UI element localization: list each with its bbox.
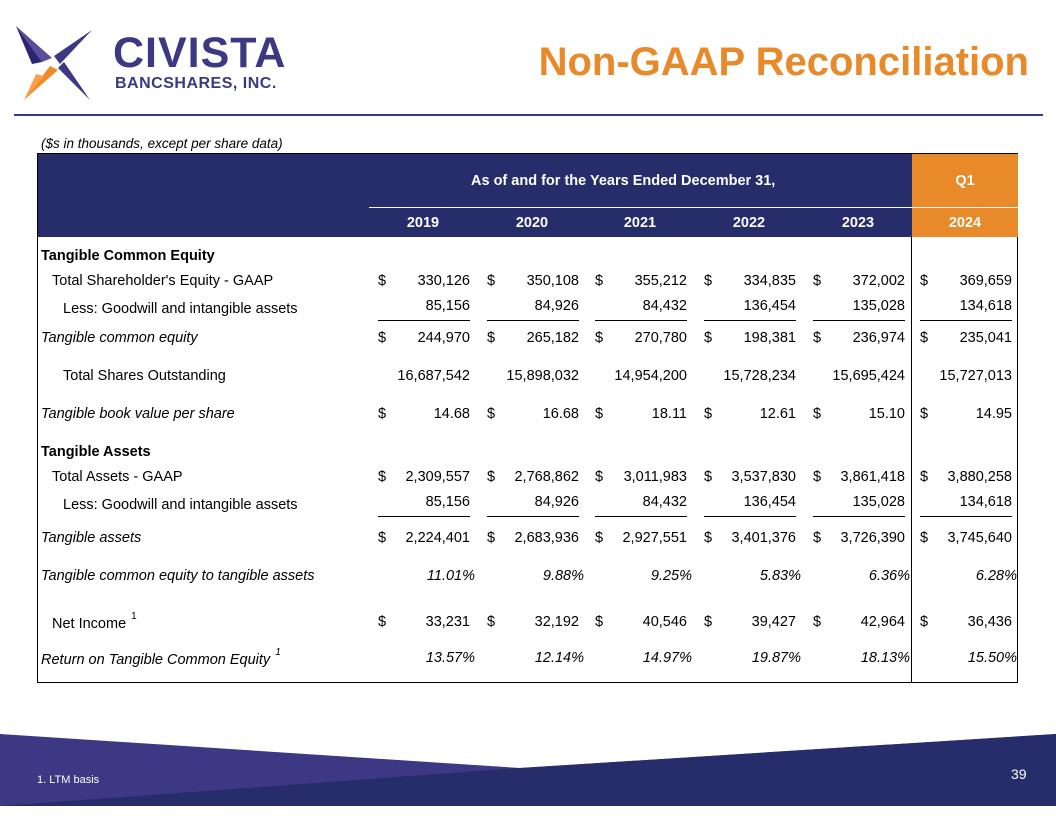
row-label — [52, 611, 137, 632]
cell-number: 136,454 — [743, 494, 796, 510]
value-cell — [920, 614, 1012, 636]
value-cell — [920, 368, 1012, 390]
cell-number: 40,546 — [642, 614, 687, 630]
cell-number: 84,926 — [534, 298, 579, 314]
cell-number: 15,898,032 — [506, 368, 579, 384]
year-header: 2024 — [948, 215, 982, 231]
value-cell — [920, 406, 1012, 428]
currency-symbol: $ — [813, 330, 822, 346]
cell-number: 369,659 — [959, 273, 1012, 289]
cell-number: 134,618 — [959, 494, 1012, 510]
cell-number: 334,835 — [743, 273, 796, 289]
value-cell: 14.97% — [642, 650, 692, 666]
table-row — [38, 647, 1019, 672]
year-header: 2023 — [841, 215, 875, 231]
currency-symbol: $ — [813, 406, 822, 422]
cell-number: 18.11 — [651, 406, 687, 422]
cell-number: 16.68 — [542, 406, 579, 422]
value-cell — [813, 273, 905, 295]
value-cell — [378, 406, 470, 428]
section-title: Tangible Common Equity — [41, 248, 215, 264]
cell-number: 136,454 — [743, 298, 796, 314]
cell-number: 32,192 — [534, 614, 579, 630]
row-label: Tangible book value per share — [41, 406, 235, 422]
value-cell — [378, 494, 470, 517]
value-cell: 9.88% — [542, 568, 584, 584]
cell-number: 2,768,862 — [514, 469, 579, 485]
cell-number: 134,618 — [959, 298, 1012, 314]
civista-logo-icon — [14, 24, 94, 102]
cell-number: 236,974 — [852, 330, 905, 346]
value-cell: 19.87% — [751, 650, 801, 666]
value-cell — [704, 368, 796, 390]
cell-number: 84,926 — [534, 494, 579, 510]
currency-symbol: $ — [595, 330, 604, 346]
value-cell — [920, 530, 1012, 552]
cell-number: 16,687,542 — [397, 368, 470, 384]
header-divider — [369, 207, 912, 208]
cell-number: 14,954,200 — [614, 368, 687, 384]
cell-number: 265,182 — [526, 330, 579, 346]
cell-number: 42,964 — [860, 614, 905, 630]
cell-number: 270,780 — [634, 330, 687, 346]
value-cell: 13.57% — [425, 650, 475, 666]
cell-number: 2,309,557 — [405, 469, 470, 485]
cell-number: 3,401,376 — [731, 530, 796, 546]
currency-symbol: $ — [595, 614, 604, 630]
value-cell — [595, 273, 687, 295]
currency-symbol: $ — [378, 614, 387, 630]
value-cell — [487, 406, 579, 428]
value-cell — [920, 494, 1012, 517]
cell-number: 12.61 — [759, 406, 796, 422]
value-cell — [704, 614, 796, 636]
cell-number: 135,028 — [852, 494, 905, 510]
value-cell — [704, 406, 796, 428]
section-header-row — [38, 248, 1019, 270]
value-cell — [813, 368, 905, 390]
currency-symbol: $ — [920, 330, 929, 346]
cell-number: 198,381 — [743, 330, 796, 346]
currency-symbol: $ — [378, 406, 387, 422]
value-cell — [813, 406, 905, 428]
year-header: 2021 — [623, 215, 657, 231]
value-cell — [487, 530, 579, 552]
value-cell — [704, 330, 796, 352]
title-divider — [14, 114, 1043, 116]
cell-number: 15,728,234 — [723, 368, 796, 384]
value-cell — [595, 368, 687, 390]
currency-symbol: $ — [920, 406, 929, 422]
currency-symbol: $ — [487, 469, 496, 485]
cell-number: 2,927,551 — [622, 530, 687, 546]
row-label: Less: Goodwill and intangible assets — [63, 497, 298, 513]
cell-number: 2,224,401 — [405, 530, 470, 546]
currency-symbol: $ — [813, 614, 822, 630]
cell-number: 15,727,013 — [939, 368, 1012, 384]
cell-number: 15,695,424 — [832, 368, 905, 384]
currency-symbol: $ — [378, 273, 387, 289]
value-cell — [378, 530, 470, 552]
currency-symbol: $ — [813, 273, 822, 289]
currency-symbol: $ — [920, 469, 929, 485]
value-cell: 5.83% — [759, 568, 801, 584]
value-cell — [378, 273, 470, 295]
cell-number: 3,537,830 — [731, 469, 796, 485]
row-label-text: Net Income — [52, 615, 127, 632]
table-row — [38, 406, 1019, 428]
value-cell — [595, 494, 687, 517]
row-label: Total Shares Outstanding — [63, 368, 226, 384]
currency-symbol: $ — [704, 330, 713, 346]
cell-number: 84,432 — [642, 494, 687, 510]
value-cell — [378, 368, 470, 390]
table-row — [38, 469, 1019, 491]
currency-symbol: $ — [920, 530, 929, 546]
value-cell — [487, 494, 579, 517]
value-cell: 11.01% — [426, 568, 475, 584]
table-row — [38, 298, 1019, 320]
value-cell — [595, 406, 687, 428]
cell-number: 350,108 — [526, 273, 579, 289]
value-cell — [920, 298, 1012, 321]
page-title: Non-GAAP Reconciliation — [538, 40, 1029, 84]
year-header: 2020 — [515, 215, 549, 231]
value-cell — [595, 298, 687, 321]
value-cell — [487, 273, 579, 295]
currency-symbol: $ — [487, 406, 496, 422]
currency-symbol: $ — [378, 469, 387, 485]
cell-number: 372,002 — [852, 273, 905, 289]
cell-number: 2,683,936 — [514, 530, 579, 546]
cell-number: 3,011,983 — [623, 469, 687, 485]
cell-number: 244,970 — [417, 330, 470, 346]
section-header-row — [38, 444, 1019, 466]
value-cell — [920, 330, 1012, 352]
value-cell — [704, 298, 796, 321]
value-cell — [378, 469, 470, 491]
currency-symbol: $ — [487, 614, 496, 630]
row-label: Tangible common equity to tangible assets — [41, 568, 315, 584]
currency-symbol: $ — [920, 273, 929, 289]
cell-number: 15.10 — [868, 406, 905, 422]
cell-number: 235,041 — [959, 330, 1012, 346]
currency-symbol: $ — [704, 469, 713, 485]
year-header: 2019 — [406, 215, 440, 231]
value-cell — [813, 298, 905, 321]
currency-symbol: $ — [920, 614, 929, 630]
row-label: Tangible assets — [41, 530, 142, 546]
value-cell — [378, 330, 470, 352]
value-cell — [595, 330, 687, 352]
cell-number: 84,432 — [642, 298, 687, 314]
table-row — [38, 494, 1019, 516]
value-cell — [813, 530, 905, 552]
table-subtitle: ($s in thousands, except per share data) — [41, 136, 283, 151]
table-row — [38, 568, 1019, 590]
value-cell — [487, 469, 579, 491]
value-cell: 15.50% — [967, 650, 1017, 666]
currency-symbol: $ — [813, 469, 822, 485]
row-label: Total Shareholder's Equity - GAAP — [52, 273, 274, 289]
reconciliation-table — [37, 153, 1018, 683]
year-header: 2022 — [732, 215, 766, 231]
page-number: 39 — [1011, 766, 1027, 782]
value-cell — [813, 614, 905, 636]
value-cell — [813, 469, 905, 491]
value-cell — [704, 469, 796, 491]
row-label — [41, 647, 281, 668]
row-label: Tangible common equity — [41, 330, 198, 346]
brand-name: CIVISTA — [113, 29, 287, 77]
currency-symbol: $ — [595, 469, 604, 485]
footer-band — [0, 734, 1056, 816]
footnote-marker: 1 — [275, 647, 281, 658]
currency-symbol: $ — [378, 530, 387, 546]
footnote: 1. LTM basis — [37, 774, 100, 786]
value-cell: 12.14% — [534, 650, 584, 666]
value-cell — [595, 469, 687, 491]
currency-symbol: $ — [487, 530, 496, 546]
value-cell — [704, 530, 796, 552]
cell-number: 14.68 — [433, 406, 470, 422]
value-cell: 18.13% — [860, 650, 910, 666]
value-cell — [920, 469, 1012, 491]
cell-number: 39,427 — [751, 614, 796, 630]
cell-number: 85,156 — [425, 494, 470, 510]
value-cell: 6.28% — [975, 568, 1017, 584]
value-cell — [813, 494, 905, 517]
cell-number: 3,745,640 — [947, 530, 1012, 546]
currency-symbol: $ — [704, 273, 713, 289]
row-label: Total Assets - GAAP — [52, 469, 183, 485]
cell-number: 36,436 — [967, 614, 1012, 630]
cell-number: 14.95 — [975, 406, 1012, 422]
value-cell — [704, 273, 796, 295]
cell-number: 85,156 — [425, 298, 470, 314]
value-cell — [378, 298, 470, 321]
currency-symbol: $ — [595, 273, 604, 289]
value-cell — [920, 273, 1012, 295]
cell-number: 33,231 — [425, 614, 470, 630]
cell-number: 3,861,418 — [840, 469, 905, 485]
value-cell — [487, 330, 579, 352]
currency-symbol: $ — [487, 330, 496, 346]
value-cell — [378, 614, 470, 636]
table-row — [38, 611, 1019, 636]
table-row — [38, 368, 1019, 390]
table-row — [38, 330, 1019, 352]
currency-symbol: $ — [704, 406, 713, 422]
value-cell — [704, 494, 796, 517]
value-cell — [487, 368, 579, 390]
table-row — [38, 530, 1019, 552]
value-cell — [487, 614, 579, 636]
currency-symbol: $ — [595, 530, 604, 546]
table-row — [38, 273, 1019, 295]
quarter-header-divider — [912, 207, 1018, 208]
value-cell — [813, 330, 905, 352]
cell-number: 3,726,390 — [840, 530, 905, 546]
cell-number: 330,126 — [417, 273, 470, 289]
currency-symbol: $ — [595, 406, 604, 422]
section-title: Tangible Assets — [41, 444, 151, 460]
currency-symbol: $ — [704, 614, 713, 630]
value-cell — [487, 298, 579, 321]
value-cell — [595, 614, 687, 636]
value-cell — [595, 530, 687, 552]
cell-number: 3,880,258 — [947, 469, 1012, 485]
value-cell: 9.25% — [650, 568, 692, 584]
cell-number: 135,028 — [852, 298, 905, 314]
value-cell: 6.36% — [868, 568, 910, 584]
currency-symbol: $ — [378, 330, 387, 346]
currency-symbol: $ — [704, 530, 713, 546]
currency-symbol: $ — [813, 530, 822, 546]
cell-number: 355,212 — [634, 273, 687, 289]
quarter-label: Q1 — [955, 173, 975, 189]
period-label: As of and for the Years Ended December 31, — [471, 173, 776, 189]
brand-subtitle: BANCSHARES, INC. — [115, 75, 277, 92]
row-label: Less: Goodwill and intangible assets — [63, 301, 298, 317]
footnote-marker: 1 — [131, 611, 137, 622]
row-label-text: Return on Tangible Common Equity — [41, 651, 271, 668]
currency-symbol: $ — [487, 273, 496, 289]
